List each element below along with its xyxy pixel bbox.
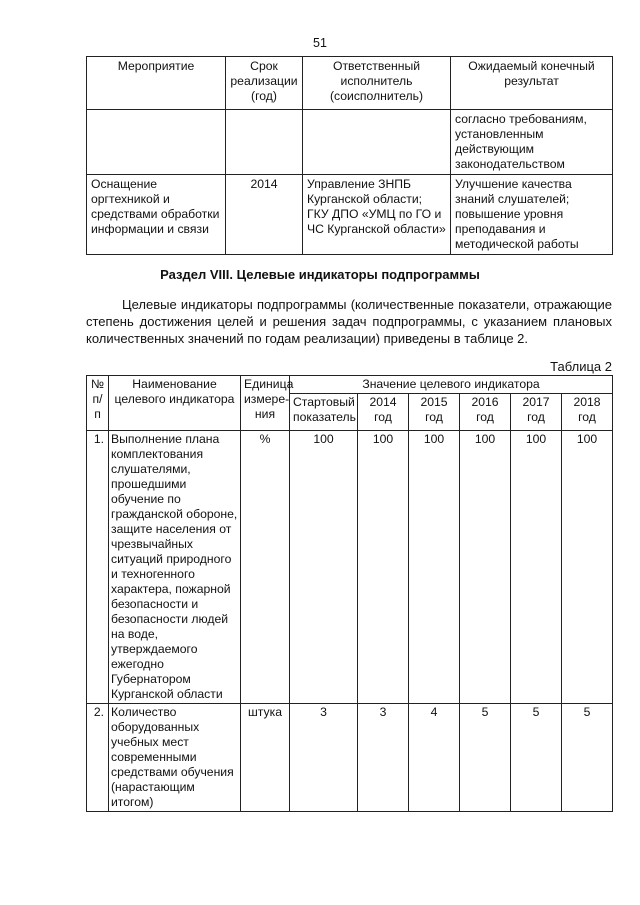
header-year: 2014 год bbox=[358, 394, 409, 431]
header-year: 2017 год bbox=[511, 394, 562, 431]
value-year: 100 bbox=[409, 431, 460, 704]
indicator-unit: штука bbox=[241, 704, 290, 812]
indicator-name: Количество оборудованных учебных мест современными средствами обучения (нарастающим итогом) bbox=[109, 704, 241, 812]
measures-table bbox=[86, 56, 613, 255]
indicator-unit: % bbox=[241, 431, 290, 704]
value-year: 100 bbox=[562, 431, 613, 704]
value-year: 100 bbox=[511, 431, 562, 704]
table-row bbox=[87, 431, 613, 704]
section-title: Раздел VIII. Целевые индикаторы подпрограммы bbox=[160, 267, 480, 282]
table-cell: Улучшение качества знаний слушателей; повышение уровня преподавания и методической работы bbox=[451, 175, 613, 255]
value-year: 5 bbox=[460, 704, 511, 812]
value-year: 100 bbox=[460, 431, 511, 704]
table-row bbox=[87, 175, 613, 255]
table-cell: 2014 bbox=[226, 175, 303, 255]
header-measure: Мероприятие bbox=[87, 57, 226, 110]
table-cell bbox=[226, 110, 303, 175]
table-header-row bbox=[87, 57, 613, 110]
table-row bbox=[87, 704, 613, 812]
header-executor: Ответственный исполнитель (соисполнитель) bbox=[303, 57, 451, 110]
header-year: 2018 год bbox=[562, 394, 613, 431]
header-start: Стартовый показатель bbox=[290, 394, 358, 431]
value-year: 3 bbox=[358, 704, 409, 812]
value-year: 4 bbox=[409, 704, 460, 812]
intro-paragraph: Целевые индикаторы подпрограммы (количественные показатели, отражающие степень достижения целей и решения задач подпрограммы, с указанием плановых количественных значений по годам реализации) приведены в таблице 2. bbox=[86, 297, 612, 346]
value-start: 100 bbox=[290, 431, 358, 704]
value-year: 100 bbox=[358, 431, 409, 704]
table-row bbox=[87, 110, 613, 175]
header-year: 2015 год bbox=[409, 394, 460, 431]
page-number: 51 bbox=[313, 36, 327, 50]
table-cell bbox=[87, 110, 226, 175]
table-caption: Таблица 2 bbox=[550, 359, 612, 374]
header-unit: Единица измере-ния bbox=[241, 376, 290, 431]
header-value-group: Значение целевого индикатора bbox=[290, 376, 613, 394]
indicator-name: Выполнение плана комплектования слушателями, прошедшими обучение по гражданской обороне, защите населения от чрезвычайных ситуаций природного и техногенного характера, пожарной безопасности и безопасности людей на воде, утверждаемого ежегодно Губернатором Курганской области bbox=[109, 431, 241, 704]
value-year: 5 bbox=[562, 704, 613, 812]
indicators-table bbox=[86, 375, 613, 812]
row-number: 1. bbox=[87, 431, 109, 704]
row-number: 2. bbox=[87, 704, 109, 812]
header-year: 2016 год bbox=[460, 394, 511, 431]
value-start: 3 bbox=[290, 704, 358, 812]
header-indicator-name: Наименование целевого индикатора bbox=[109, 376, 241, 431]
table-cell bbox=[303, 110, 451, 175]
header-period: Срок реализации (год) bbox=[226, 57, 303, 110]
value-year: 5 bbox=[511, 704, 562, 812]
header-num: № п/п bbox=[87, 376, 109, 431]
table-header-row bbox=[87, 376, 613, 394]
table-cell: согласно требованиям, установленным действующим законодательством bbox=[451, 110, 613, 175]
table-cell: Управление ЗНПБ Курганской области; ГКУ ДПО «УМЦ по ГО и ЧС Курганской области» bbox=[303, 175, 451, 255]
table-cell: Оснащение оргтехникой и средствами обработки информации и связи bbox=[87, 175, 226, 255]
header-result: Ожидаемый конечный результат bbox=[451, 57, 613, 110]
